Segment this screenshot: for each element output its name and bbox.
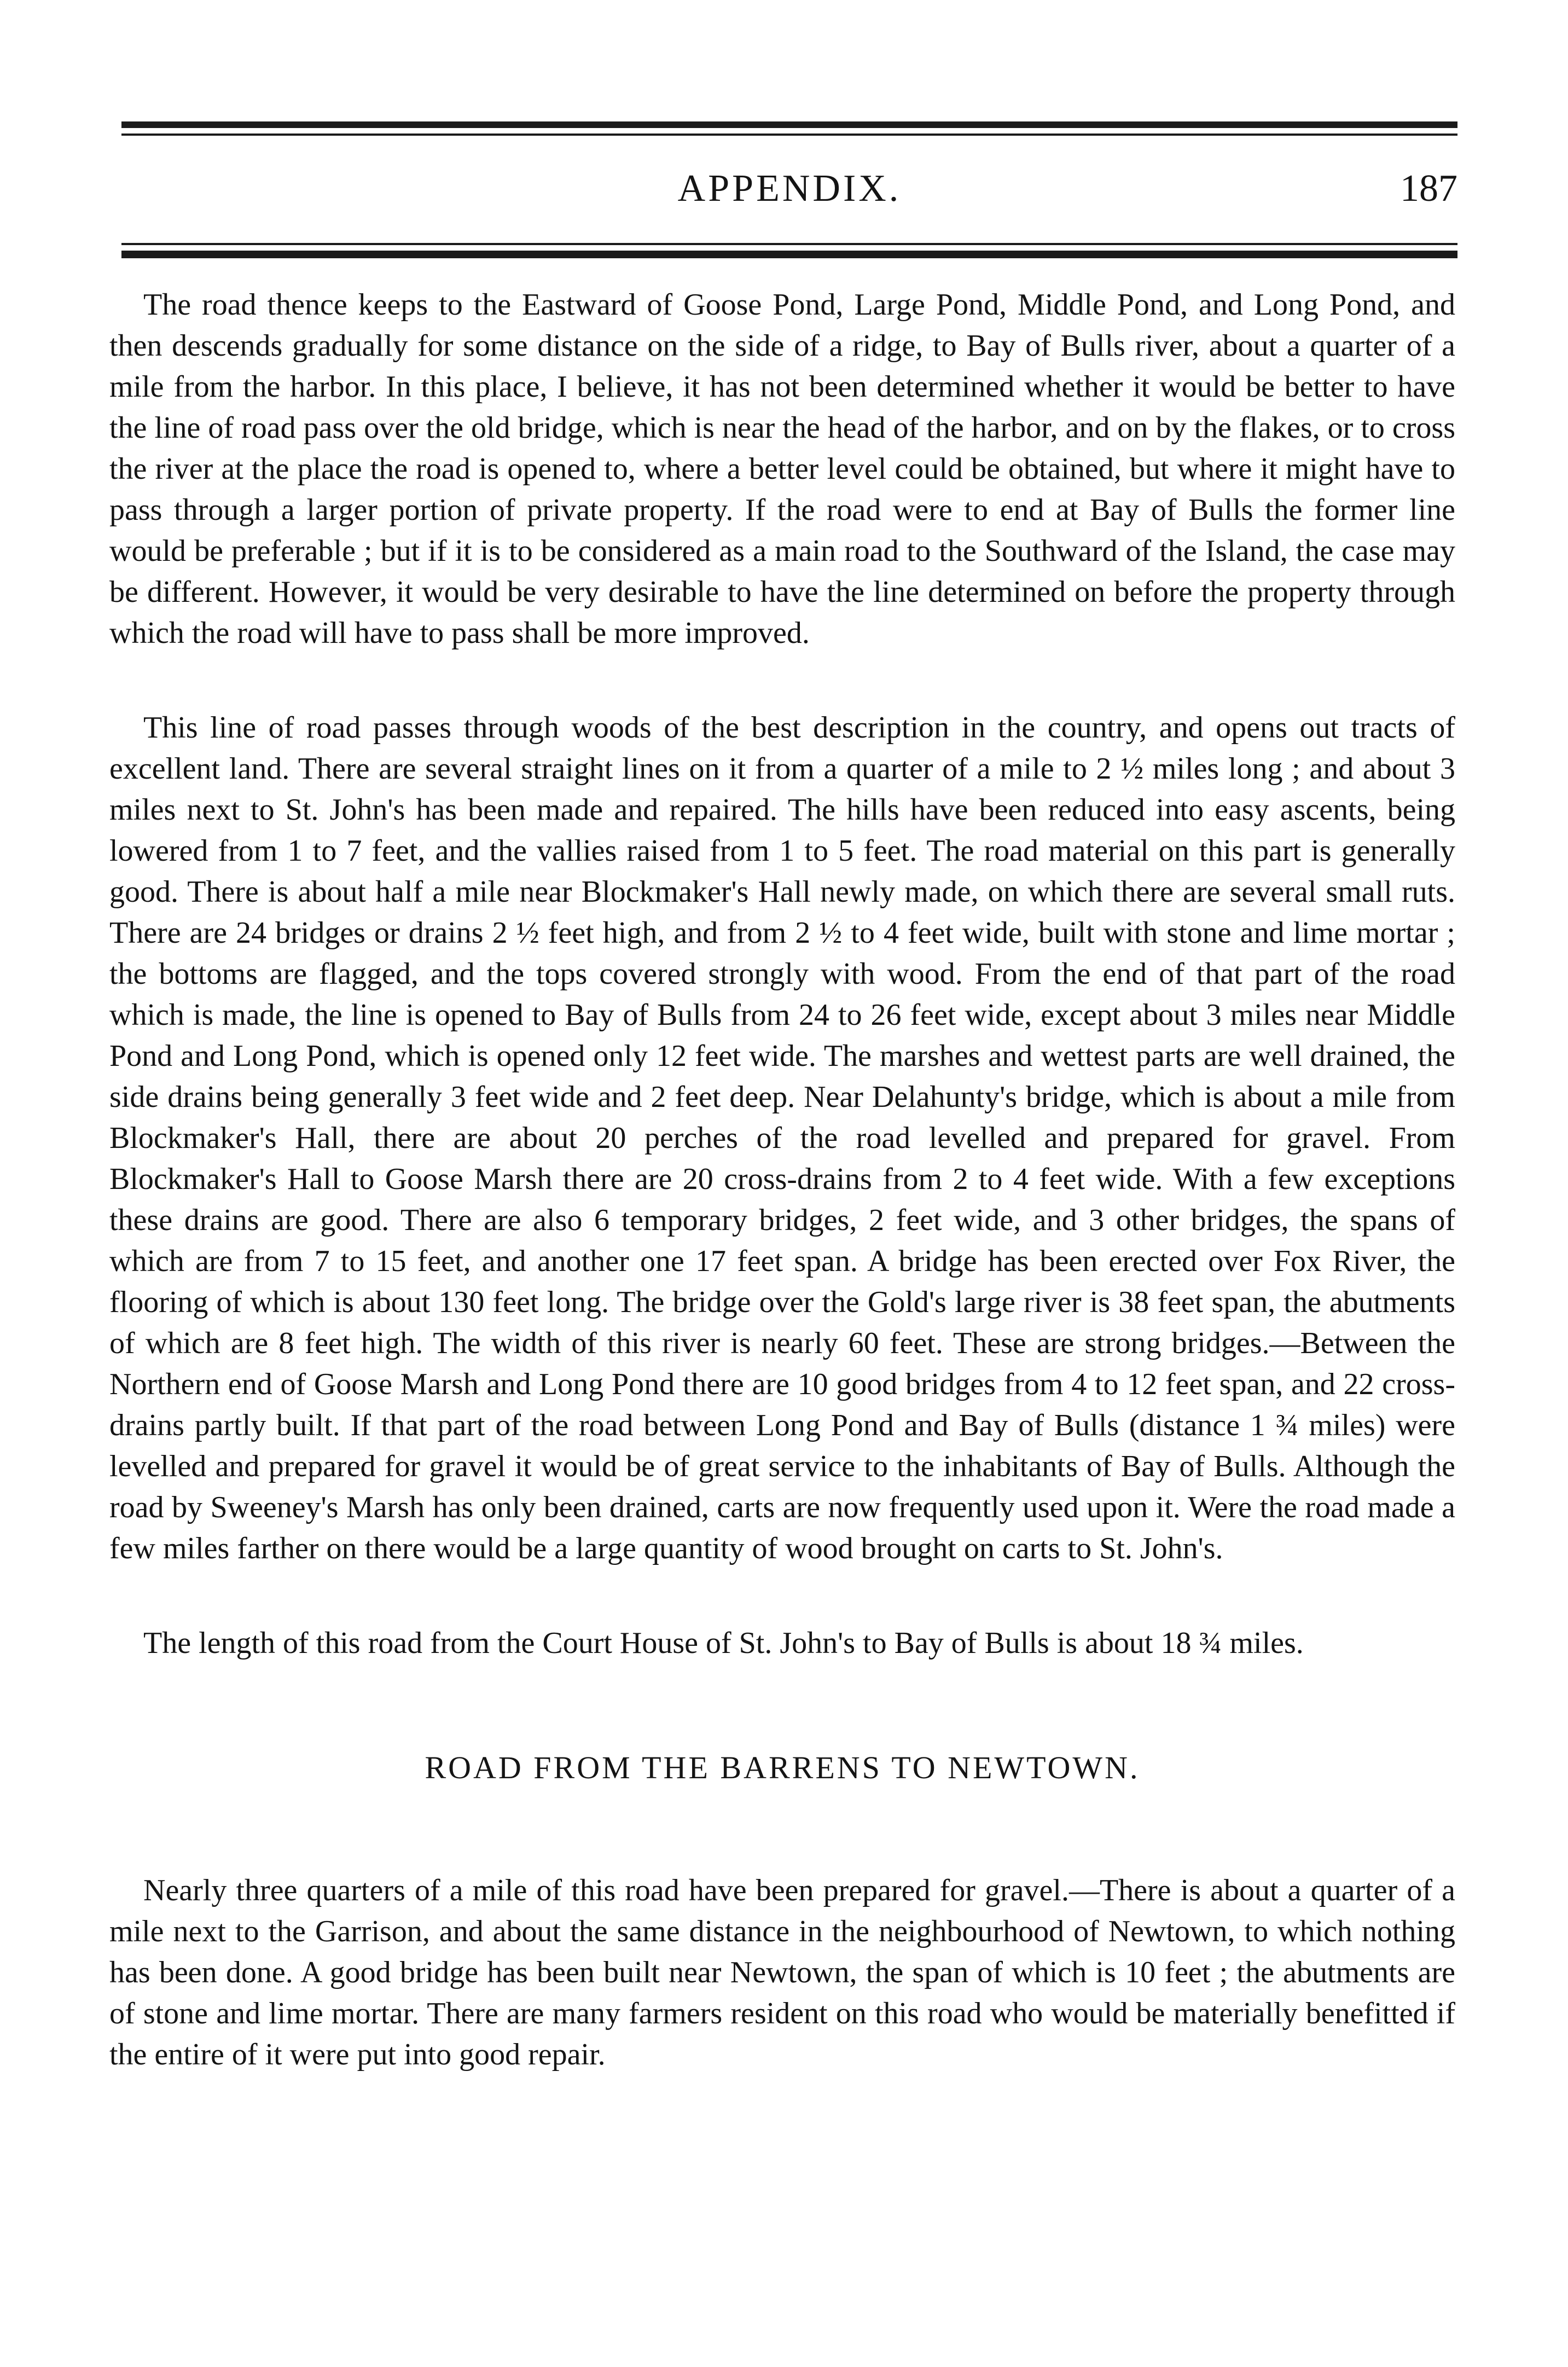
running-title: APPENDIX.	[677, 167, 902, 210]
paragraph-road-length: The length of this road from the Court House of St. John's to Bay of Bulls is about 18 ¾ miles.	[143, 1626, 1304, 1660]
section-heading: ROAD FROM THE BARRENS TO NEWTOWN.	[425, 1750, 1140, 1785]
page-body	[109, 285, 1455, 2075]
header-rule-top-thick	[121, 121, 1457, 128]
paragraph-barrens-to-newtown: Nearly three quarters of a mile of this road have been prepared for gravel.—There is about a quarter of a mile next to the Garrison, and about the same distance in the neighbourhood of Newtown, to which nothing has been done. A good bridge has been built near Newtown, the span of which is 10 feet ; the abutments are of stone and lime mortar. There are many farmers resident on this road who would be materially benefitted if the entire of it were put into good repair.	[109, 1873, 1455, 2072]
header-rule-bottom-thin	[121, 243, 1457, 245]
running-head	[121, 159, 1457, 219]
paragraph-line-of-road: This line of road passes through woods of the best description in the country, and opens out tracts of excellent land. There are several straight lines on it from a quarter of a mile to 2 ½ miles long ; and about 3 miles next to St. John's has been made and repaired. The hills have been reduced into easy ascents, being lowered from 1 to 7 feet, and the vallies raised from 1 to 5 feet. The road material on this part is generally good. There is about half a mile near Blockmaker's Hall newly made, on which there are several small ruts. There are 24 bridges or drains 2 ½ feet high, and from 2 ½ to 4 feet wide, built with stone and lime mortar ; the bottoms are flagged, and the tops covered strongly with wood. From the end of that part of the road which is made, the line is opened to Bay of Bulls from 24 to 26 feet wide, except about 3 miles near Middle Pond and Long Pond, which is opened only 12 feet wide. The marshes and wettest parts are well drained, the side drains being generally 3 feet wide and 2 feet deep. Near Delahunty's bridge, which is about a mile from Blockmaker's Hall, there are about 20 perches of the road levelled and prepared for gravel. From Blockmaker's Hall to Goose Marsh there are 20 cross-drains from 2 to 4 feet wide. With a few exceptions these drains are good. There are also 6 temporary bridges, 2 feet wide, and 3 other bridges, the spans of which are from 7 to 15 feet, and another one 17 feet span. A bridge has been erected over Fox River, the flooring of which is about 130 feet long. The bridge over the Gold's large river is 38 feet span, the abutments of which are 8 feet high. The width of this river is nearly 60 feet. These are strong bridges.—Between the Northern end of Goose Marsh and Long Pond there are 10 good bridges from 4 to 12 feet span, and 22 cross-drains partly built. If that part of the road between Long Pond and Bay of Bulls (distance 1 ¾ miles) were levelled and prepared for gravel it would be of great service to the inhabitants of Bay of Bulls. Although the road by Sweeney's Marsh has only been drained, carts are now frequently used upon it. Were the road made a few miles farther on there would be a large quantity of wood brought on carts to St. John's.	[109, 711, 1455, 1565]
header-rule-top-thin	[121, 134, 1457, 136]
paragraph-road-eastward: The road thence keeps to the Eastward of Goose Pond, Large Pond, Middle Pond, and Long Pond, and then descends gradually for some distance on the side of a ridge, to Bay of Bulls river, about a quarter of a mile from the harbor. In this place, I believe, it has not been determined whether it would be better to have the line of road pass over the old bridge, which is near the head of the harbor, and on by the flakes, or to cross the river at the place the road is opened to, where a better level could be obtained, but where it might have to pass through a larger portion of private property. If the road were to end at Bay of Bulls the former line would be preferable ; but if it is to be considered as a main road to the Southward of the Island, the case may be different. However, it would be very desirable to have the line determined on before the property through which the road will have to pass shall be more improved.	[109, 288, 1455, 650]
header-rule-bottom-thick	[121, 251, 1457, 258]
page-number: 187	[1400, 167, 1457, 210]
